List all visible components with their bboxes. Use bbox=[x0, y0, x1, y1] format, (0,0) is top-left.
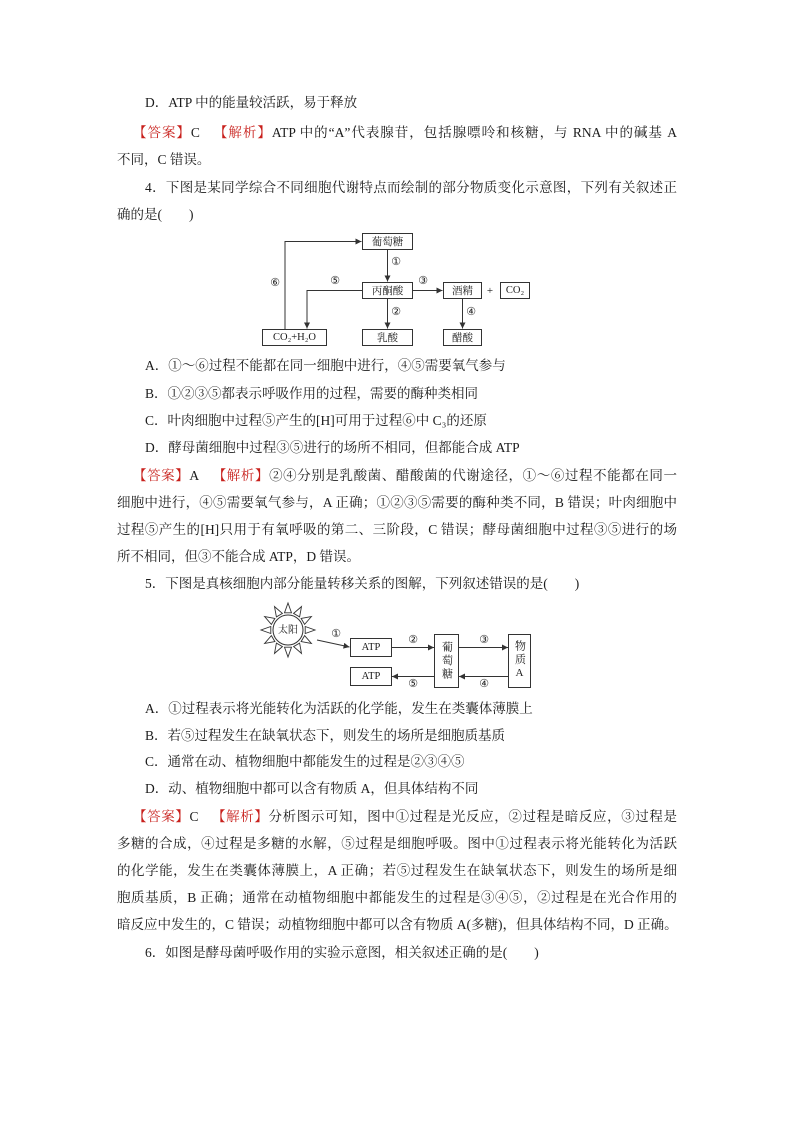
q5-stem: 5．下图是真核细胞内部分能量转移关系的图解，下列叙述错误的是( ) bbox=[145, 576, 580, 591]
sun-ray bbox=[275, 643, 283, 653]
step-label-3: ③ bbox=[479, 633, 489, 646]
step-label-5: ⑤ bbox=[408, 677, 418, 690]
q5-analysis-line: 多糖的合成，④过程是多糖的水解，⑤过程是细胞呼吸。图中①过程表示将光能转化为活跃 bbox=[117, 836, 677, 851]
analysis-label: 【解析】 bbox=[212, 468, 270, 483]
answer-label: 【答案】 bbox=[133, 809, 190, 824]
q4-analysis-line: 细胞中进行，④⑤需要氧气参与，A 正确；①②③⑤需要的酶种类不同，B 错误；叶肉细胞中 bbox=[117, 495, 677, 510]
q4-metabolism-diagram bbox=[255, 228, 540, 352]
sun-ray bbox=[301, 636, 311, 644]
alcohol-box: 酒精 bbox=[443, 282, 482, 299]
sun-ray bbox=[294, 643, 302, 653]
step-label-2: ② bbox=[391, 305, 401, 318]
q4-stem-line: 确的是( ) bbox=[117, 207, 194, 222]
arrow-step-6 bbox=[285, 242, 362, 330]
q4-option-c: C．叶肉细胞中过程⑤产生的[H]可用于过程⑥中 C₃的还原 bbox=[145, 413, 487, 428]
arrow-step-1 bbox=[317, 640, 350, 647]
analysis-label: 【解析】 bbox=[211, 809, 269, 824]
answer-value: C bbox=[189, 809, 199, 824]
sun-ray bbox=[294, 607, 302, 617]
sun-ray bbox=[275, 607, 283, 617]
sun-label: 太阳 bbox=[278, 625, 298, 636]
analysis-text: 分析图示可知，图中①过程是光反应，②过程是暗反应，③过程是 bbox=[268, 809, 678, 824]
co2-box: CO₂ bbox=[500, 282, 530, 299]
q4-option-a: A．①～⑥过程不能都在同一细胞中进行，④⑤需要氧气参与 bbox=[145, 358, 506, 373]
sun-ray bbox=[265, 617, 275, 625]
analysis-text: ②④分别是乳酸菌、醋酸菌的代谢途径，①～⑥过程不能都在同一 bbox=[269, 468, 678, 483]
q4-stem-line: 4．下图是某同学综合不同细胞代谢特点而绘制的部分物质变化示意图，下列有关叙述正 bbox=[145, 180, 677, 195]
step-label-6: ⑥ bbox=[270, 276, 280, 289]
step-label-4: ④ bbox=[466, 305, 476, 318]
q5-option-c: C．通常在动、植物细胞中都能发生的过程是②③④⑤ bbox=[145, 754, 465, 769]
step-label-4: ④ bbox=[479, 677, 489, 690]
q3-option-d: D．ATP 中的能量较活跃，易于释放 bbox=[145, 95, 358, 110]
q4-analysis-line: 所不相同，但③不能合成 ATP，D 错误。 bbox=[117, 549, 361, 564]
q4-answer-line bbox=[133, 466, 677, 486]
q4-analysis-line: 过程⑤产生的[H]只用于有氧呼吸的第二、三阶段，C 错误；酵母菌细胞中过程③⑤进行的场 bbox=[117, 522, 677, 537]
q5-analysis-line: 胞质基质，B 正确；通常在动植物细胞中都能发生的过程是③④⑤，②过程是在光合作用的 bbox=[117, 890, 677, 905]
answer-value: A bbox=[189, 468, 200, 483]
q4-option-b: B．①②③⑤都表示呼吸作用的过程，需要的酶种类相同 bbox=[145, 386, 479, 401]
step-label-1: ① bbox=[391, 255, 401, 268]
step-label-1: ① bbox=[331, 627, 341, 640]
q5-option-d: D．动、植物细胞中都可以含有物质 A，但具体结构不同 bbox=[145, 781, 479, 796]
glucose-box: 葡萄糖 bbox=[434, 634, 459, 688]
sun-ray bbox=[265, 636, 275, 644]
analysis-text: ATP 中的“A”代表腺苷，包括腺嘌呤和核糖，与 RNA 中的碱基 A bbox=[271, 125, 678, 140]
q3-answer-line bbox=[133, 123, 677, 143]
analysis-label: 【解析】 bbox=[212, 125, 272, 140]
q4-option-d: D．酵母菌细胞中过程③⑤进行的场所不相同，但都能合成 ATP bbox=[145, 440, 520, 455]
substance-a-box: 物质A bbox=[508, 634, 531, 688]
q6-stem: 6．如图是酵母菌呼吸作用的实验示意图，相关叙述正确的是( ) bbox=[145, 945, 539, 960]
sun-ray bbox=[305, 627, 315, 634]
q5-energy-diagram bbox=[255, 598, 540, 693]
pyruvate-box: 丙酮酸 bbox=[362, 282, 413, 299]
q5-option-a: A．①过程表示将光能转化为活跃的化学能，发生在类囊体薄膜上 bbox=[145, 701, 533, 716]
q3-analysis-line: 不同，C 错误。 bbox=[117, 152, 211, 167]
atp-box-bottom: ATP bbox=[350, 667, 392, 686]
arrow-step-5 bbox=[307, 291, 362, 329]
q5-diagram-graphics bbox=[255, 598, 540, 693]
q5-analysis-line: 暗反应中发生的，C 错误；动植物细胞中都可以含有物质 A(多糖)，但具体结构不同，D 正确。 bbox=[117, 917, 678, 932]
sun-ray bbox=[285, 647, 292, 657]
sun-ray bbox=[261, 627, 271, 634]
step-label-3: ③ bbox=[418, 274, 428, 287]
lactic-acid-box: 乳酸 bbox=[362, 329, 413, 346]
glucose-box: 葡萄糖 bbox=[362, 233, 413, 250]
q5-option-b: B．若⑤过程发生在缺氧状态下，则发生的场所是细胞质基质 bbox=[145, 728, 506, 743]
acetic-acid-box: 醋酸 bbox=[443, 329, 482, 346]
answer-label: 【答案】 bbox=[133, 468, 190, 483]
answer-value: C bbox=[190, 125, 200, 140]
sun-ray bbox=[285, 603, 292, 613]
plus-sign: + bbox=[486, 284, 494, 297]
step-label-5: ⑤ bbox=[330, 274, 340, 287]
co2-h2o-box: CO₂+H₂O bbox=[262, 329, 327, 346]
q5-answer-line bbox=[133, 807, 677, 827]
sun-ray bbox=[301, 617, 311, 625]
q5-analysis-line: 的化学能，发生在类囊体薄膜上，A 正确；若⑤过程发生在缺氧状态下，则发生的场所是细 bbox=[117, 863, 677, 878]
atp-box-top: ATP bbox=[350, 638, 392, 657]
step-label-2: ② bbox=[408, 633, 418, 646]
answer-label: 【答案】 bbox=[133, 125, 191, 140]
